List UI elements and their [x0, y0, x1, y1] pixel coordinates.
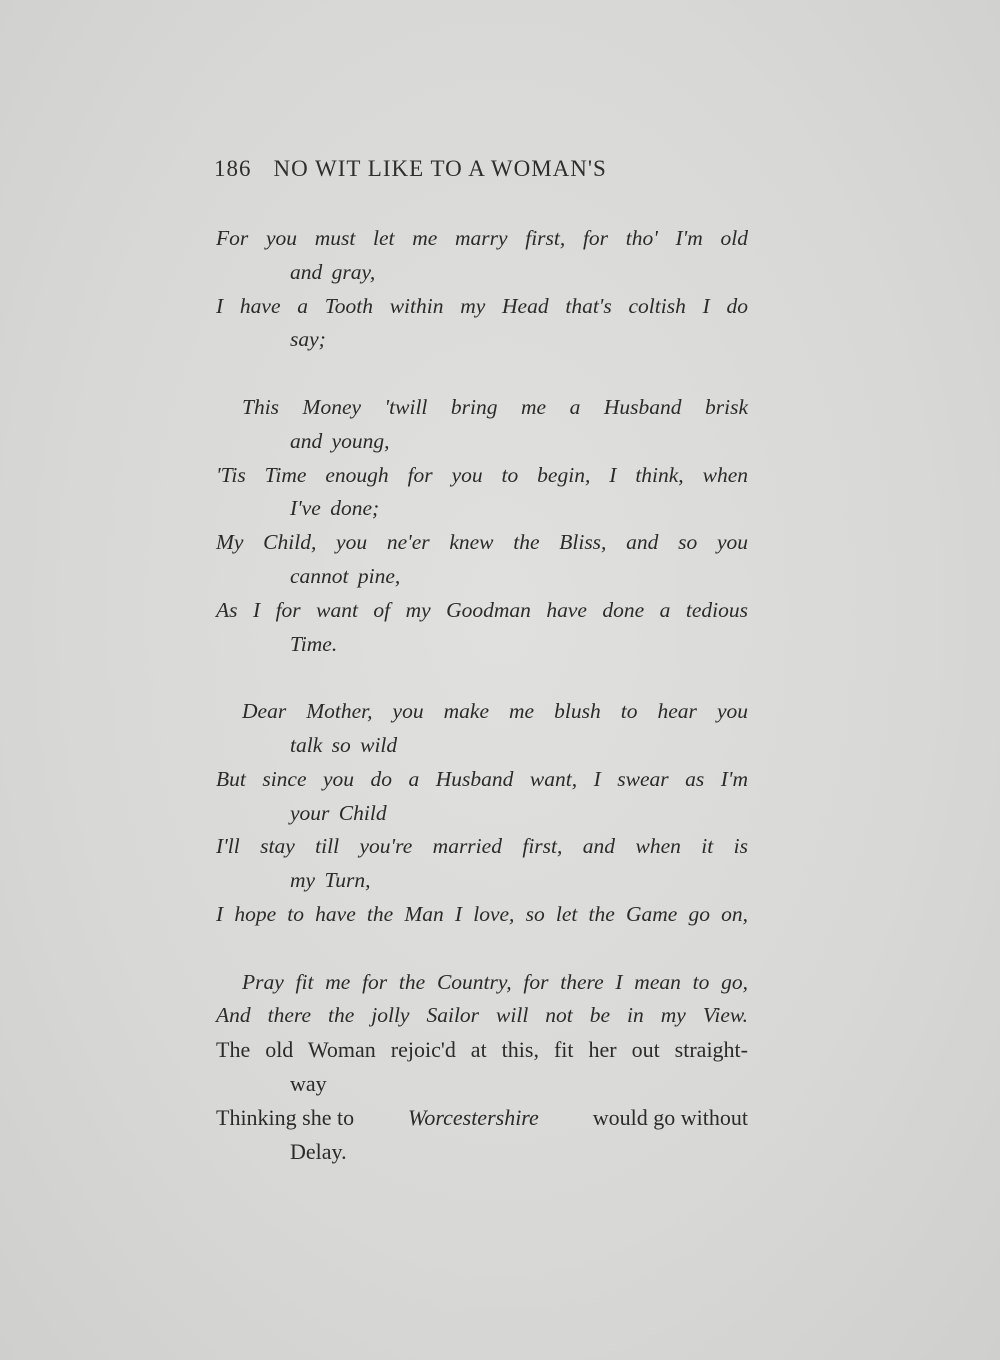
verse-line: Dear Mother, you make me blush to hear you: [242, 699, 748, 724]
verse-fragment: Thinking she to: [216, 1104, 355, 1130]
verse-line: I have a Tooth within my Head that's coltish I do: [216, 293, 748, 318]
verse-line: Delay.: [290, 1138, 347, 1164]
verse-line: And there the jolly Sailor will not be in my View.: [216, 1003, 748, 1028]
verse-line: I hope to have the Man I love, so let the Game go on,: [216, 901, 748, 926]
verse-line: and gray,: [290, 259, 376, 284]
stanza-1: [216, 222, 756, 357]
verse-fragment: would go without: [592, 1104, 748, 1130]
verse-line: The old Woman rejoic'd at this, fit her out straight-: [216, 1037, 748, 1063]
verse-line: This Money 'twill bring me a Husband brisk: [242, 394, 748, 419]
verse-line: cannot pine,: [290, 563, 401, 588]
verse-line: Pray fit me for the Country, for there I mean to go,: [242, 969, 748, 994]
stanza-3: [216, 695, 756, 932]
verse-line: I'll stay till you're married first, and when it is: [216, 834, 748, 859]
verse-line: my Turn,: [290, 868, 371, 893]
page-number: 186: [214, 156, 252, 181]
verse-line: But since you do a Husband want, I swear as I'm: [216, 766, 748, 791]
verse-line: talk so wild: [290, 732, 398, 757]
verse-line: For you must let me marry first, for tho' I'm old: [216, 226, 748, 250]
verse-line: I've done;: [290, 496, 380, 521]
verse-line: say;: [290, 327, 326, 352]
poem-body: [216, 222, 756, 1168]
verse-line: [216, 1101, 748, 1135]
verse-line: your Child: [290, 800, 387, 825]
verse-line: Time.: [290, 631, 338, 656]
stanza-2: [216, 391, 756, 661]
place-name: Worcestershire: [408, 1104, 539, 1130]
running-title: NO WIT LIKE TO A WOMAN'S: [273, 156, 607, 181]
stanza-4: [216, 966, 756, 1169]
verse-line: 'Tis Time enough for you to begin, I think, when: [216, 462, 748, 487]
verse-line: and young,: [290, 428, 390, 453]
verse-line: way: [290, 1070, 327, 1096]
verse-line: My Child, you ne'er knew the Bliss, and so you: [216, 530, 748, 555]
running-header: [214, 156, 607, 182]
verse-line: As I for want of my Goodman have done a tedious: [216, 597, 748, 622]
